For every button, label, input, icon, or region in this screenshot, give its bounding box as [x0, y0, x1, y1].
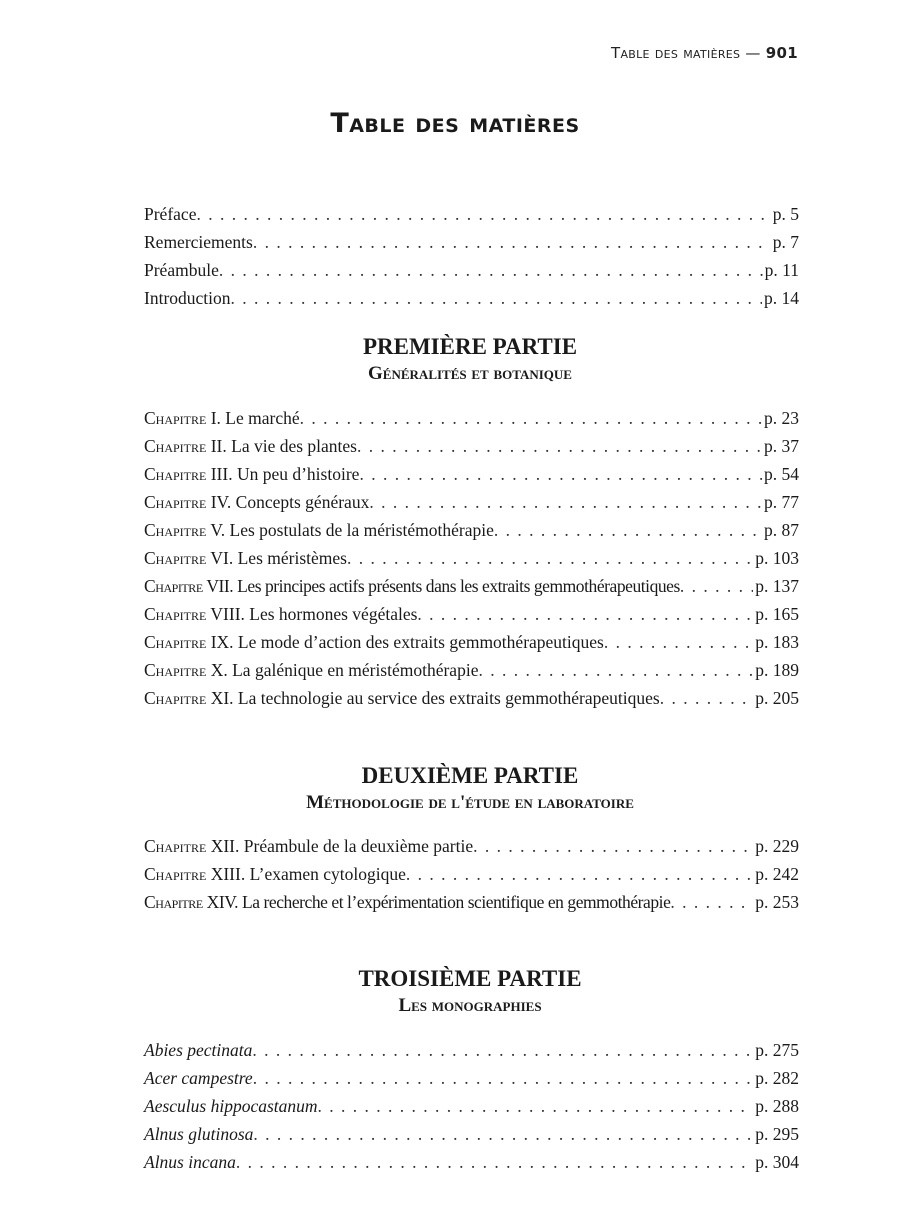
- chapter-title: V. Les postulats de la méristémothérapie: [206, 520, 494, 540]
- toc-entry-label: [144, 628, 604, 656]
- toc-entry[interactable]: [144, 228, 799, 256]
- toc-entry-page: p. 304: [755, 1152, 799, 1172]
- chapter-prefix: Chapitre: [144, 892, 203, 912]
- toc-entry-page: p. 229: [755, 836, 799, 856]
- part-subtitle: Méthodologie de l'étude en laboratoire: [306, 792, 634, 813]
- dot-leader: [670, 888, 753, 916]
- dot-leader: [680, 572, 753, 600]
- dot-leader: [359, 460, 762, 488]
- chapter-prefix: Chapitre: [144, 464, 207, 484]
- toc-entry-page: p. 137: [755, 576, 799, 596]
- toc-entry[interactable]: [144, 600, 799, 628]
- chapter-prefix: Chapitre: [144, 576, 203, 596]
- toc-entry-label: [144, 544, 347, 572]
- toc-entry[interactable]: [144, 656, 799, 684]
- toc-entry-page: p. 282: [755, 1068, 799, 1088]
- dot-leader: [196, 200, 770, 228]
- toc-entry-label: [144, 832, 473, 860]
- toc-entry[interactable]: [144, 888, 799, 916]
- toc-entry-page: p. 7: [772, 232, 799, 252]
- chapter-prefix: Chapitre: [144, 836, 207, 856]
- chapter-title: IX. Le mode d’action des extraits gemmothérapeutiques: [206, 632, 604, 652]
- toc-entry[interactable]: [144, 404, 799, 432]
- toc-entry[interactable]: [144, 1064, 799, 1092]
- toc-entry[interactable]: [144, 684, 799, 712]
- chapter-prefix: Chapitre: [144, 548, 207, 568]
- chapter-title: XII. Préambule de la deuxième partie: [206, 836, 474, 856]
- dot-leader: [417, 600, 753, 628]
- running-head: [611, 44, 798, 62]
- toc-entry[interactable]: [144, 544, 799, 572]
- toc-entry[interactable]: [144, 572, 799, 600]
- part-heading: [0, 964, 910, 1018]
- toc-entry[interactable]: [144, 516, 799, 544]
- toc-entry[interactable]: [144, 256, 799, 284]
- chapter-title: I. Le marché: [206, 408, 300, 428]
- part-heading: [0, 761, 910, 815]
- toc-entry-label: Alnus incana: [144, 1152, 236, 1172]
- dot-leader: [406, 860, 753, 888]
- chapter-prefix: Chapitre: [144, 492, 207, 512]
- page-number: 901: [765, 44, 798, 62]
- toc-entry-page: p. 87: [764, 520, 799, 540]
- dot-leader: [473, 832, 753, 860]
- part-3-list: [144, 1036, 799, 1176]
- dot-leader: [253, 1120, 753, 1148]
- chapter-title: VI. Les méristèmes: [206, 548, 347, 568]
- toc-entry-page: p. 242: [755, 864, 799, 884]
- toc-entry-label: Préambule: [144, 260, 219, 280]
- running-head-separator: —: [745, 44, 761, 62]
- dot-leader: [219, 256, 763, 284]
- chapter-title: IV. Concepts généraux: [206, 492, 370, 512]
- part-subtitle: Les monographies: [398, 995, 542, 1016]
- part-2-list: [144, 832, 799, 916]
- toc-entry[interactable]: [144, 832, 799, 860]
- toc-entry-label: Introduction: [144, 288, 231, 308]
- chapter-title: X. La galénique en méristémothérapie: [206, 660, 479, 680]
- chapter-prefix: Chapitre: [144, 632, 207, 652]
- toc-entry-page: p. 189: [755, 660, 799, 680]
- dot-leader: [300, 404, 762, 432]
- toc-entry[interactable]: [144, 284, 799, 312]
- dot-leader: [231, 284, 762, 312]
- chapter-title: XIV. La recherche et l’expérimentation scientifique en gemmothérapie: [202, 892, 671, 912]
- dot-leader: [369, 488, 762, 516]
- toc-entry[interactable]: [144, 1120, 799, 1148]
- part-title: DEUXIÈME PARTIE: [361, 763, 579, 788]
- chapter-prefix: Chapitre: [144, 660, 207, 680]
- toc-entry-label: Acer campestre: [144, 1068, 253, 1088]
- chapter-title: VIII. Les hormones végétales: [206, 604, 418, 624]
- toc-entry-label: [144, 888, 670, 916]
- chapter-prefix: Chapitre: [144, 688, 207, 708]
- toc-entry-label: Préface: [144, 204, 197, 224]
- toc-entry-label: [144, 600, 417, 628]
- toc-entry-page: p. 103: [755, 548, 799, 568]
- toc-entry-label: Alnus glutinosa: [144, 1124, 254, 1144]
- toc-entry-label: [144, 656, 478, 684]
- toc-entry-page: p. 23: [764, 408, 799, 428]
- part-subtitle: Généralités et botanique: [368, 363, 572, 384]
- dot-leader: [318, 1092, 754, 1120]
- chapter-prefix: Chapitre: [144, 408, 207, 428]
- toc-entry-label: [144, 460, 359, 488]
- front-matter-list: [144, 200, 799, 312]
- toc-entry[interactable]: [144, 1036, 799, 1064]
- toc-entry-label: [144, 404, 300, 432]
- toc-entry[interactable]: [144, 460, 799, 488]
- toc-entry-page: p. 165: [755, 604, 799, 624]
- toc-entry-label: [144, 572, 680, 600]
- page-title: Table des matières: [330, 108, 580, 139]
- chapter-title: XI. La technologie au service des extraits gemmothérapeutiques: [206, 688, 660, 708]
- part-heading: [0, 332, 910, 386]
- toc-entry[interactable]: [144, 200, 799, 228]
- toc-entry[interactable]: [144, 432, 799, 460]
- toc-entry-page: p. 5: [772, 204, 799, 224]
- toc-entry[interactable]: [144, 860, 799, 888]
- chapter-prefix: Chapitre: [144, 520, 207, 540]
- dot-leader: [357, 432, 762, 460]
- part-title: TROISIÈME PARTIE: [358, 966, 582, 991]
- toc-entry-page: p. 11: [764, 260, 799, 280]
- dot-leader: [604, 628, 753, 656]
- part-title: PREMIÈRE PARTIE: [362, 334, 578, 359]
- toc-entry-label: [144, 860, 406, 888]
- dot-leader: [660, 684, 754, 712]
- chapter-title: III. Un peu d’histoire: [206, 464, 360, 484]
- toc-entry-label: Abies pectinata: [144, 1040, 253, 1060]
- toc-entry-page: p. 183: [755, 632, 799, 652]
- toc-entry-label: [144, 488, 369, 516]
- toc-entry[interactable]: [144, 628, 799, 656]
- dot-leader: [494, 516, 762, 544]
- toc-entry-page: p. 205: [755, 688, 799, 708]
- toc-entry[interactable]: [144, 1092, 799, 1120]
- toc-entry-label: [144, 432, 357, 460]
- toc-entry-page: p. 295: [755, 1124, 799, 1144]
- toc-entry-page: p. 14: [764, 288, 799, 308]
- chapter-prefix: Chapitre: [144, 864, 207, 884]
- chapter-prefix: Chapitre: [144, 604, 207, 624]
- toc-entry-page: p. 77: [764, 492, 799, 512]
- dot-leader: [253, 228, 771, 256]
- chapter-title: XIII. L’examen cytologique: [206, 864, 406, 884]
- chapter-title: VII. Les principes actifs présents dans les extraits gemmothérapeutiques: [202, 576, 680, 596]
- toc-entry-page: p. 37: [764, 436, 799, 456]
- chapter-prefix: Chapitre: [144, 436, 207, 456]
- toc-entry-label: [144, 684, 660, 712]
- dot-leader: [253, 1064, 754, 1092]
- part-1-list: [144, 404, 799, 712]
- toc-entry[interactable]: [144, 1148, 799, 1176]
- dot-leader: [252, 1036, 753, 1064]
- toc-entry-page: p. 288: [755, 1096, 799, 1116]
- toc-entry-page: p. 54: [764, 464, 799, 484]
- running-head-title: Table des matières: [611, 44, 741, 62]
- dot-leader: [347, 544, 753, 572]
- toc-entry-label: [144, 516, 494, 544]
- chapter-title: II. La vie des plantes: [206, 436, 357, 456]
- dot-leader: [236, 1148, 753, 1176]
- dot-leader: [478, 656, 753, 684]
- toc-entry-page: p. 275: [755, 1040, 799, 1060]
- toc-entry-label: Remerciements: [144, 232, 253, 252]
- toc-entry-page: p. 253: [755, 892, 799, 912]
- toc-entry-label: Aesculus hippocastanum: [144, 1096, 318, 1116]
- toc-entry[interactable]: [144, 488, 799, 516]
